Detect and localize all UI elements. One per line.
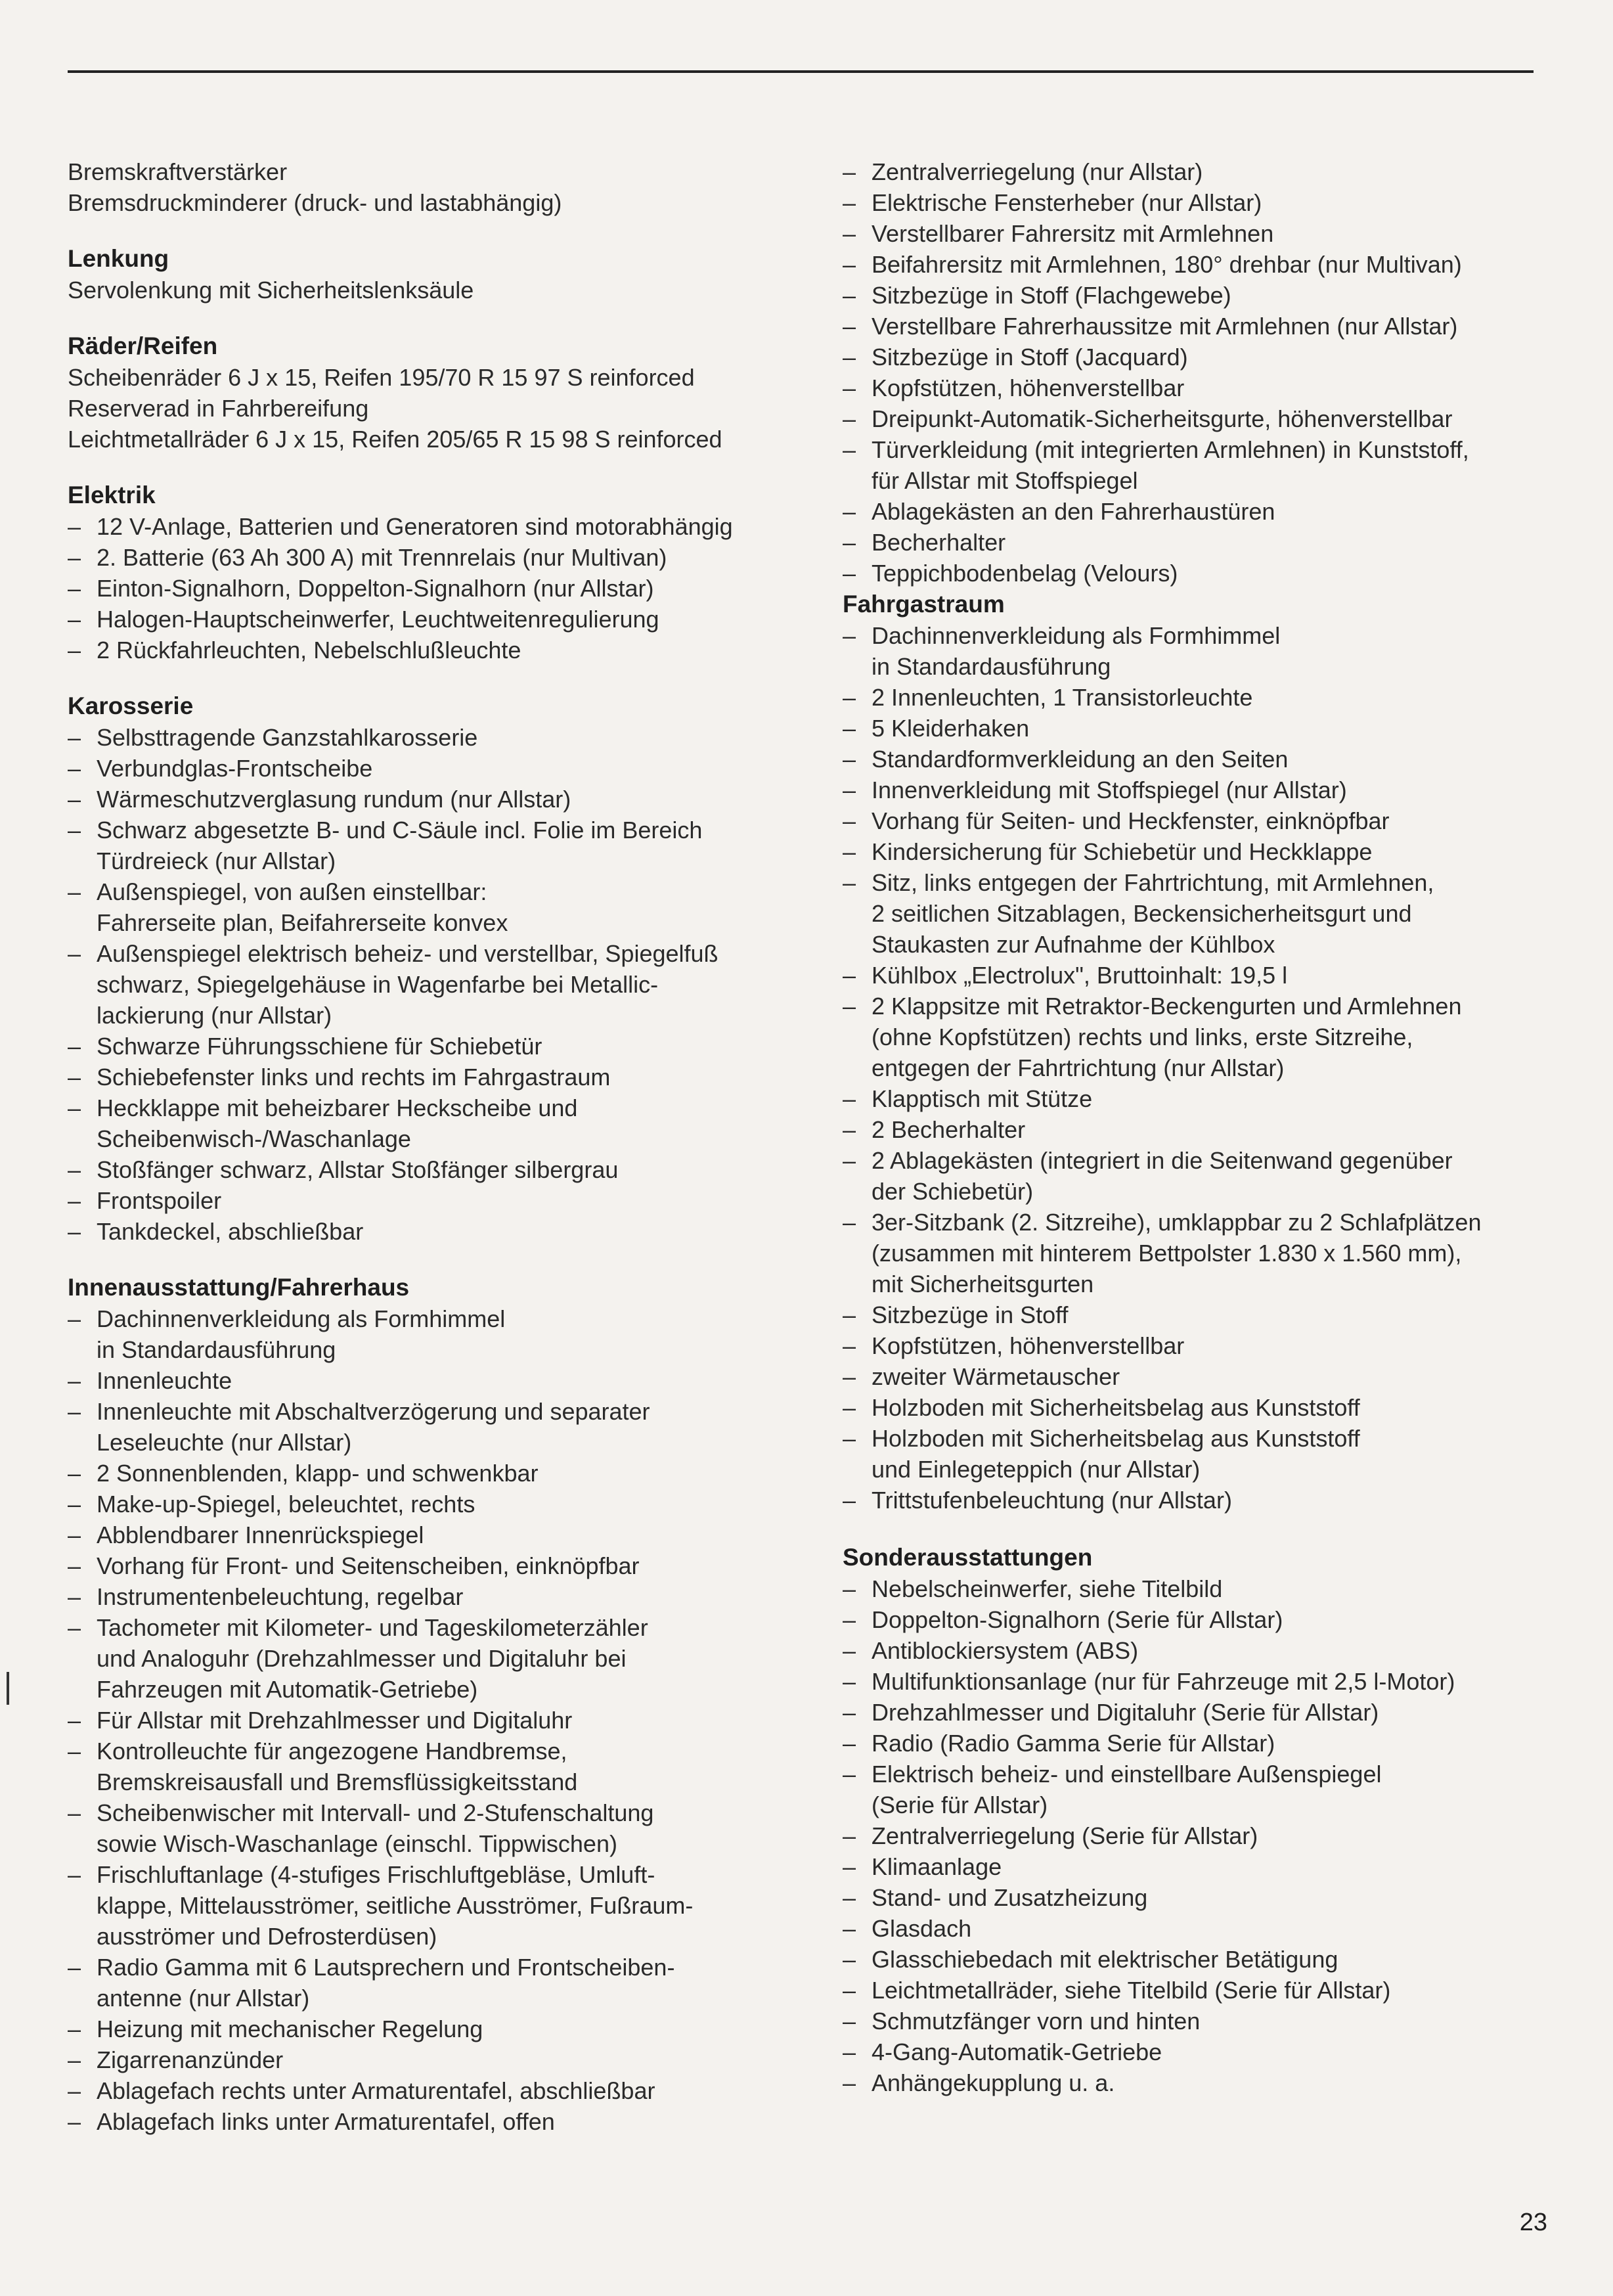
list-item-text: Standardformverkleidung an den Seiten	[872, 746, 1289, 773]
list-item-text: Innenleuchte mit Abschaltverzögerung und separater Leseleuchte (nur Allstar)	[97, 1398, 650, 1456]
list-item-text: 2. Batterie (63 Ah 300 A) mit Trennrelais (nur Multivan)	[97, 544, 667, 571]
list-item	[843, 1392, 1552, 1423]
dash-bullet: –	[843, 251, 856, 278]
dash-bullet: –	[68, 1187, 81, 1214]
dash-bullet: –	[68, 724, 81, 751]
right-intro-list	[843, 156, 1552, 589]
dash-bullet: –	[843, 1637, 856, 1664]
list-item	[68, 784, 829, 815]
list-item	[843, 1944, 1552, 1975]
dash-bullet: –	[843, 1394, 856, 1421]
left-column	[68, 156, 829, 2137]
list-item-text: Außenspiegel elektrisch beheiz- und verstellbar, Spiegelfuß schwarz, Spiegelgehäuse in Wagenfarbe bei Metallic- lackierung (nur Allstar)	[97, 940, 718, 1029]
list-item-text: Schiebefenster links und rechts im Fahrgastraum	[97, 1064, 611, 1091]
list-item	[68, 2014, 829, 2044]
dash-bullet: –	[843, 1822, 856, 1849]
intro-block	[68, 156, 829, 218]
list-item-text: Kindersicherung für Schiebetür und Heckklappe	[872, 838, 1373, 865]
list-item	[843, 775, 1552, 805]
list-item-text: Stand- und Zusatzheizung	[872, 1884, 1148, 1911]
list-item	[843, 836, 1552, 867]
spec-line: Scheibenräder 6 J x 15, Reifen 195/70 R 15 97 S reinforced	[68, 364, 695, 391]
section-heading: Lenkung	[68, 245, 169, 272]
dash-bullet: –	[68, 786, 81, 813]
list-item-text: Verbundglas-Frontscheibe	[97, 755, 373, 782]
list-item-text: Zigarrenanzünder	[97, 2046, 284, 2073]
list-item	[68, 1031, 829, 1062]
list-item-text: Dreipunkt-Automatik-Sicherheitsgurte, höhenverstellbar	[872, 405, 1453, 432]
dash-bullet: –	[843, 405, 856, 432]
list-item	[843, 1423, 1552, 1485]
right-column	[843, 156, 1552, 2098]
list-item-text: Trittstufenbeleuchtung (nur Allstar)	[872, 1487, 1232, 1514]
dash-bullet: –	[68, 1552, 81, 1579]
list-item-text: Sitz, links entgegen der Fahrtrichtung, mit Armlehnen, 2 seitlichen Sitzablagen, Beckensicherheitsgurt und Staukasten zur Aufnahme der Kühlbox	[872, 869, 1434, 958]
dash-bullet: –	[843, 746, 856, 773]
dash-bullet: –	[843, 1853, 856, 1880]
dash-bullet: –	[843, 1946, 856, 1973]
dash-bullet: –	[843, 777, 856, 803]
list-item	[68, 542, 829, 573]
list-item-text: Klimaanlage	[872, 1853, 1002, 1880]
list-item-text: Drehzahlmesser und Digitaluhr (Serie für Allstar)	[872, 1699, 1379, 1726]
dash-bullet: –	[843, 1116, 856, 1143]
list-item-text: Anhängekupplung u. a.	[872, 2069, 1115, 2096]
list-item-text: Zentralverriegelung (Serie für Allstar)	[872, 1822, 1258, 1849]
list-item-text: Schwarze Führungsschiene für Schiebetür	[97, 1033, 542, 1060]
list-item-text: Selbsttragende Ganzstahlkarosserie	[97, 724, 478, 751]
list-item	[68, 1952, 829, 2014]
list-item-text: Kühlbox „Electrolux", Bruttoinhalt: 19,5 l	[872, 962, 1288, 989]
list-item	[68, 1736, 829, 1797]
dash-bullet: –	[843, 2008, 856, 2035]
list-item	[843, 1975, 1552, 2006]
list-item-text: 5 Kleiderhaken	[872, 715, 1030, 742]
list-item-text: 4-Gang-Automatik-Getriebe	[872, 2038, 1162, 2065]
dash-bullet: –	[68, 1033, 81, 1060]
list-item	[68, 1216, 829, 1247]
list-item-text: Wärmeschutzverglasung rundum (nur Allstar)	[97, 786, 571, 813]
list-item	[68, 815, 829, 876]
dash-bullet: –	[68, 2015, 81, 2042]
list-item	[68, 1458, 829, 1489]
dash-bullet: –	[843, 715, 856, 742]
dash-bullet: –	[843, 2038, 856, 2065]
list-item	[68, 722, 829, 753]
list-item	[843, 1666, 1552, 1697]
list-item	[68, 635, 829, 665]
list-item	[843, 991, 1552, 1083]
dash-bullet: –	[68, 755, 81, 782]
list-item	[68, 1303, 829, 1365]
list-item	[843, 1913, 1552, 1944]
list-item	[68, 1489, 829, 1519]
dash-bullet: –	[843, 838, 856, 865]
dash-bullet: –	[68, 1367, 81, 1394]
intro-line: Bremsdruckminderer (druck- und lastabhängig)	[68, 189, 562, 216]
dash-bullet: –	[68, 817, 81, 844]
section	[68, 1272, 829, 2137]
list-item-text: 2 Ablagekästen (integriert in die Seitenwand gegenüber der Schiebetür)	[872, 1147, 1453, 1205]
list-item	[843, 2037, 1552, 2067]
list-item	[843, 1207, 1552, 1299]
list-item-text: Heizung mit mechanischer Regelung	[97, 2015, 483, 2042]
dash-bullet: –	[68, 1614, 81, 1641]
dash-bullet: –	[843, 1977, 856, 2004]
list-item-text: Halogen-Hauptscheinwerfer, Leuchtweitenregulierung	[97, 606, 659, 633]
list-item	[843, 2067, 1552, 2098]
list-item-text: Verstellbarer Fahrersitz mit Armlehnen	[872, 220, 1274, 247]
list-item	[843, 496, 1552, 527]
list-item	[68, 1612, 829, 1705]
list-item	[843, 1145, 1552, 1207]
list-item	[843, 527, 1552, 558]
list-item	[68, 2075, 829, 2106]
list-item-text: 12 V-Anlage, Batterien und Generatoren sind motorabhängig	[97, 513, 733, 540]
dash-bullet: –	[843, 869, 856, 896]
list-item-text: Beifahrersitz mit Armlehnen, 180° drehbar (nur Multivan)	[872, 251, 1462, 278]
top-rule	[68, 70, 1534, 73]
dash-bullet: –	[843, 1884, 856, 1911]
list-item	[843, 558, 1552, 589]
dash-bullet: –	[68, 1156, 81, 1183]
list-item-text: zweiter Wärmetauscher	[872, 1363, 1120, 1390]
list-item-text: Innenleuchte	[97, 1367, 232, 1394]
list-item	[843, 960, 1552, 991]
dash-bullet: –	[68, 878, 81, 905]
list-item	[68, 1062, 829, 1092]
list-item-text: Sitzbezüge in Stoff (Jacquard)	[872, 344, 1188, 371]
list-item-text: Stoßfänger schwarz, Allstar Stoßfänger silbergrau	[97, 1156, 619, 1183]
section	[68, 480, 829, 665]
list-item	[843, 1635, 1552, 1666]
list-item	[843, 805, 1552, 836]
list-item-text: Kontrolleuchte für angezogene Handbremse, Bremskreisausfall und Bremsflüssigkeitsstand	[97, 1738, 578, 1795]
list-item	[843, 1759, 1552, 1820]
dash-bullet: –	[68, 1583, 81, 1610]
dash-bullet: –	[68, 1707, 81, 1734]
list-item	[843, 1882, 1552, 1913]
dash-bullet: –	[68, 1799, 81, 1826]
section-heading: Fahrgastraum	[843, 591, 1005, 618]
list-item-text: Frontspoiler	[97, 1187, 222, 1214]
list-item	[68, 1396, 829, 1458]
list-item-text: 3er-Sitzbank (2. Sitzreihe), umklappbar zu 2 Schlafplätzen (zusammen mit hinterem Bettpolster 1.830 x 1.560 mm), mit Sicherheitsgurten	[872, 1209, 1482, 1297]
list-item-text: Kopfstützen, höhenverstellbar	[872, 374, 1185, 401]
section	[843, 589, 1552, 1516]
list-item-text: Klapptisch mit Stütze	[872, 1085, 1093, 1112]
dash-bullet: –	[68, 1521, 81, 1548]
dash-bullet: –	[843, 1301, 856, 1328]
spec-line: Reserverad in Fahrbereifung	[68, 395, 369, 422]
list-item-text: Vorhang für Front- und Seitenscheiben, einknöpfbar	[97, 1552, 640, 1579]
dash-bullet: –	[68, 940, 81, 967]
list-item-text: Heckklappe mit beheizbarer Heckscheibe und Scheibenwisch-/Waschanlage	[97, 1094, 578, 1152]
list-item-text: Einton-Signalhorn, Doppelton-Signalhorn (nur Allstar)	[97, 575, 654, 602]
list-item	[68, 1705, 829, 1736]
section	[68, 330, 829, 455]
list-item	[68, 938, 829, 1031]
list-item	[843, 1820, 1552, 1851]
dash-bullet: –	[68, 1064, 81, 1091]
list-item-text: 2 Sonnenblenden, klapp- und schwenkbar	[97, 1460, 539, 1487]
dash-bullet: –	[843, 313, 856, 340]
dash-bullet: –	[843, 622, 856, 649]
list-item-text: Glasdach	[872, 1915, 972, 1942]
dash-bullet: –	[843, 189, 856, 216]
list-item-text: Abblendbarer Innenrückspiegel	[97, 1521, 424, 1548]
list-item-text: Sitzbezüge in Stoff	[872, 1301, 1069, 1328]
intro-line: Bremskraftverstärker	[68, 158, 288, 185]
dash-bullet: –	[843, 1487, 856, 1514]
dash-bullet: –	[68, 1491, 81, 1518]
dash-bullet: –	[843, 529, 856, 556]
list-item-text: 2 Rückfahrleuchten, Nebelschlußleuchte	[97, 637, 521, 664]
list-item-text: Radio Gamma mit 6 Lautsprechern und Frontscheiben- antenne (nur Allstar)	[97, 1954, 675, 2012]
section	[843, 1542, 1552, 2098]
dash-bullet: –	[843, 158, 856, 185]
list-item	[68, 1092, 829, 1154]
list-item	[68, 573, 829, 604]
list-item-text: Zentralverriegelung (nur Allstar)	[872, 158, 1203, 185]
dash-bullet: –	[68, 1460, 81, 1487]
dash-bullet: –	[68, 1094, 81, 1121]
list-item	[68, 511, 829, 542]
list-item-text: Schmutzfänger vorn und hinten	[872, 2008, 1201, 2035]
list-item	[68, 2106, 829, 2137]
list-item	[843, 1851, 1552, 1882]
dash-bullet: –	[68, 513, 81, 540]
list-item-text: Dachinnenverkleidung als Formhimmel in Standardausführung	[97, 1305, 506, 1363]
list-item-text: Becherhalter	[872, 529, 1006, 556]
dash-bullet: –	[843, 1699, 856, 1726]
dash-bullet: –	[843, 962, 856, 989]
dash-bullet: –	[843, 2069, 856, 2096]
list-item	[843, 1697, 1552, 1728]
list-item-text: Tachometer mit Kilometer- und Tageskilometerzähler und Analoguhr (Drehzahlmesser und Digitaluhr bei Fahrzeugen mit Automatik-Getriebe)	[97, 1614, 648, 1703]
list-item	[843, 744, 1552, 775]
spec-line: Leichtmetallräder 6 J x 15, Reifen 205/65 R 15 98 S reinforced	[68, 426, 722, 453]
list-item-text: Elektrisch beheiz- und einstellbare Außenspiegel (Serie für Allstar)	[872, 1761, 1382, 1818]
list-item-text: Verstellbare Fahrerhaussitze mit Armlehnen (nur Allstar)	[872, 313, 1458, 340]
list-item-text: Vorhang für Seiten- und Heckfenster, einknöpfbar	[872, 807, 1390, 834]
dash-bullet: –	[843, 993, 856, 1020]
list-item-text: Kopfstützen, höhenverstellbar	[872, 1332, 1185, 1359]
list-item	[68, 1797, 829, 1859]
list-item	[843, 1485, 1552, 1516]
spec-line: Servolenkung mit Sicherheitslenksäule	[68, 277, 474, 304]
list-item	[68, 876, 829, 938]
dash-bullet: –	[843, 1575, 856, 1602]
list-item	[68, 604, 829, 635]
dash-bullet: –	[843, 1761, 856, 1788]
list-item-text: Türverkleidung (mit integrierten Armlehnen) in Kunststoff, für Allstar mit Stoffspiegel	[872, 436, 1469, 494]
page-number: 23	[1519, 2209, 1547, 2236]
list-item-text: Holzboden mit Sicherheitsbelag aus Kunststoff	[872, 1394, 1360, 1421]
dash-bullet: –	[843, 1668, 856, 1695]
list-item-text: Außenspiegel, von außen einstellbar: Fahrerseite plan, Beifahrerseite konvex	[97, 878, 508, 936]
list-item-text: Radio (Radio Gamma Serie für Allstar)	[872, 1730, 1275, 1757]
dash-bullet: –	[843, 1730, 856, 1757]
list-item	[843, 713, 1552, 744]
dash-bullet: –	[843, 282, 856, 309]
dash-bullet: –	[68, 2046, 81, 2073]
list-item-text: Für Allstar mit Drehzahlmesser und Digitaluhr	[97, 1707, 573, 1734]
list-item	[843, 1299, 1552, 1330]
list-item-text: Multifunktionsanlage (nur für Fahrzeuge mit 2,5 l-Motor)	[872, 1668, 1455, 1695]
dash-bullet: –	[68, 1305, 81, 1332]
dash-bullet: –	[68, 2077, 81, 2104]
dash-bullet: –	[843, 374, 856, 401]
dash-bullet: –	[843, 1363, 856, 1390]
list-item	[843, 187, 1552, 218]
dash-bullet: –	[843, 807, 856, 834]
section	[68, 243, 829, 305]
section-heading: Räder/Reifen	[68, 332, 218, 359]
list-item-text: Doppelton-Signalhorn (Serie für Allstar)	[872, 1606, 1283, 1633]
dash-bullet: –	[843, 560, 856, 587]
section-heading: Elektrik	[68, 482, 156, 508]
dash-bullet: –	[68, 575, 81, 602]
list-item-text: 2 Klappsitze mit Retraktor-Beckengurten und Armlehnen (ohne Kopfstützen) rechts und links, erste Sitzreihe, entgegen der Fahrtrichtung (nur Allstar)	[872, 993, 1462, 1081]
dash-bullet: –	[843, 498, 856, 525]
list-item	[843, 372, 1552, 403]
section-heading: Karosserie	[68, 692, 194, 719]
list-item	[843, 280, 1552, 311]
list-item-text: Tankdeckel, abschließbar	[97, 1218, 364, 1245]
list-item	[843, 218, 1552, 249]
list-item	[843, 867, 1552, 960]
list-item-text: Dachinnenverkleidung als Formhimmel in Standardausführung	[872, 622, 1281, 680]
list-item-text: 2 Becherhalter	[872, 1116, 1026, 1143]
list-item	[843, 682, 1552, 713]
dash-bullet: –	[843, 1332, 856, 1359]
dash-bullet: –	[68, 2108, 81, 2135]
list-item-text: Frischluftanlage (4-stufiges Frischluftgebläse, Umluft- klappe, Mittelausströmer, seitliche Ausströmer, Fußraum- ausströmer und Defrosterdüsen)	[97, 1861, 694, 1950]
list-item	[843, 1361, 1552, 1392]
dash-bullet: –	[843, 1147, 856, 1174]
dash-bullet: –	[843, 344, 856, 371]
list-item-text: Ablagefach links unter Armaturentafel, offen	[97, 2108, 555, 2135]
list-item	[843, 249, 1552, 280]
list-item-text: Ablagekästen an den Fahrerhaustüren	[872, 498, 1275, 525]
list-item	[843, 1604, 1552, 1635]
list-item	[68, 1550, 829, 1581]
dash-bullet: –	[843, 1085, 856, 1112]
list-item-text: Teppichbodenbelag (Velours)	[872, 560, 1178, 587]
list-item	[68, 1859, 829, 1952]
dash-bullet: –	[68, 1738, 81, 1765]
list-item	[843, 342, 1552, 372]
list-item	[843, 311, 1552, 342]
list-item	[68, 1581, 829, 1612]
list-item-text: Holzboden mit Sicherheitsbelag aus Kunststoff und Einlegeteppich (nur Allstar)	[872, 1425, 1360, 1483]
list-item	[68, 1519, 829, 1550]
dash-bullet: –	[68, 544, 81, 571]
list-item-text: Schwarz abgesetzte B- und C-Säule incl. Folie im Bereich Türdreieck (nur Allstar)	[97, 817, 703, 874]
dash-bullet: –	[68, 637, 81, 664]
list-item-text: Leichtmetallräder, siehe Titelbild (Serie für Allstar)	[872, 1977, 1391, 2004]
list-item	[68, 1365, 829, 1396]
list-item-text: Elektrische Fensterheber (nur Allstar)	[872, 189, 1262, 216]
list-item-text: Antiblockiersystem (ABS)	[872, 1637, 1139, 1664]
dash-bullet: –	[843, 1209, 856, 1236]
dash-bullet: –	[843, 1915, 856, 1942]
dash-bullet: –	[68, 606, 81, 633]
dash-bullet: –	[68, 1861, 81, 1888]
dash-bullet: –	[843, 1425, 856, 1452]
dash-bullet: –	[68, 1398, 81, 1425]
list-item-text: Ablagefach rechts unter Armaturentafel, abschließbar	[97, 2077, 655, 2104]
list-item	[843, 620, 1552, 682]
list-item	[843, 1114, 1552, 1145]
list-item-text: Instrumentenbeleuchtung, regelbar	[97, 1583, 464, 1610]
dash-bullet: –	[843, 1606, 856, 1633]
section	[68, 690, 829, 1247]
list-item	[68, 1185, 829, 1216]
list-item-text: Glasschiebedach mit elektrischer Betätigung	[872, 1946, 1338, 1973]
list-item	[843, 1083, 1552, 1114]
list-item	[843, 1330, 1552, 1361]
list-item-text: Nebelscheinwerfer, siehe Titelbild	[872, 1575, 1223, 1602]
section-heading: Sonderausstattungen	[843, 1544, 1093, 1571]
list-item-text: Make-up-Spiegel, beleuchtet, rechts	[97, 1491, 475, 1518]
dash-bullet: –	[843, 220, 856, 247]
dash-bullet: –	[843, 684, 856, 711]
list-item-text: Sitzbezüge in Stoff (Flachgewebe)	[872, 282, 1231, 309]
dash-bullet: –	[68, 1954, 81, 1981]
list-item-text: Innenverkleidung mit Stoffspiegel (nur Allstar)	[872, 777, 1347, 803]
binding-edge-mark	[7, 1672, 9, 1705]
section-heading: Innenausstattung/Fahrerhaus	[68, 1274, 410, 1301]
list-item	[843, 1573, 1552, 1604]
list-item	[843, 156, 1552, 187]
list-item-text: Scheibenwischer mit Intervall- und 2-Stufenschaltung sowie Wisch-Waschanlage (einschl. Tippwischen)	[97, 1799, 654, 1857]
list-item	[843, 2006, 1552, 2037]
list-item	[843, 434, 1552, 496]
list-item	[68, 1154, 829, 1185]
dash-bullet: –	[68, 1218, 81, 1245]
list-item	[843, 1728, 1552, 1759]
dash-bullet: –	[843, 436, 856, 463]
list-item-text: 2 Innenleuchten, 1 Transistorleuchte	[872, 684, 1253, 711]
list-item	[843, 403, 1552, 434]
list-item	[68, 753, 829, 784]
list-item	[68, 2044, 829, 2075]
